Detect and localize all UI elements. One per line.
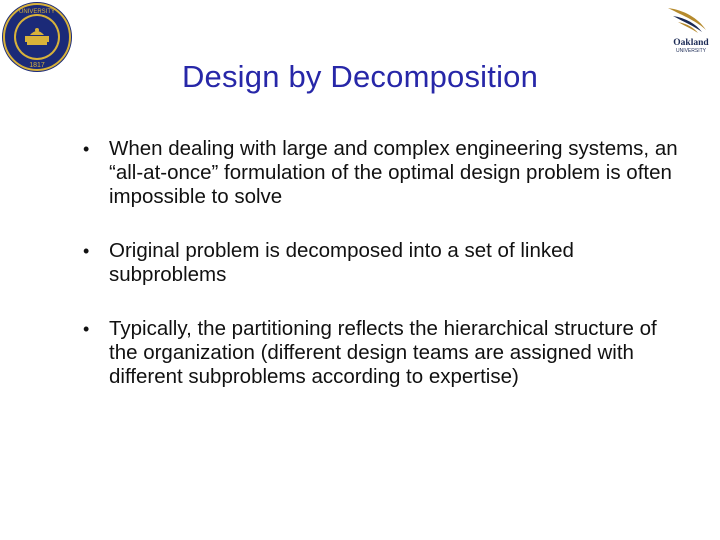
bullet-item <box>83 317 683 389</box>
bullet-marker: • <box>83 241 90 261</box>
bullet-text: When dealing with large and complex engineering systems, an “all-at-once” formulation of the optimal design problem is often impossible to solve <box>109 137 678 208</box>
bullet-marker: • <box>83 319 90 339</box>
svg-text:Oakland: Oakland <box>673 38 709 48</box>
slide-title: Design by Decomposition <box>181 59 539 94</box>
oakland-university-logo-icon <box>664 2 718 54</box>
bullet-item <box>83 239 683 287</box>
bullet-marker: • <box>83 139 90 159</box>
bullet-text: Typically, the partitioning reflects the hierarchical structure of the organization (different design teams are assigned with different subproblems according to expertise) <box>109 317 657 388</box>
svg-text:UNIVERSITY: UNIVERSITY <box>675 48 707 54</box>
bullet-text: Original problem is decomposed into a set of linked subproblems <box>109 239 574 286</box>
svg-text:1817: 1817 <box>29 62 45 69</box>
svg-text:UNIVERSITY: UNIVERSITY <box>18 9 56 15</box>
bullet-item <box>83 137 683 209</box>
bullet-list <box>83 137 683 389</box>
